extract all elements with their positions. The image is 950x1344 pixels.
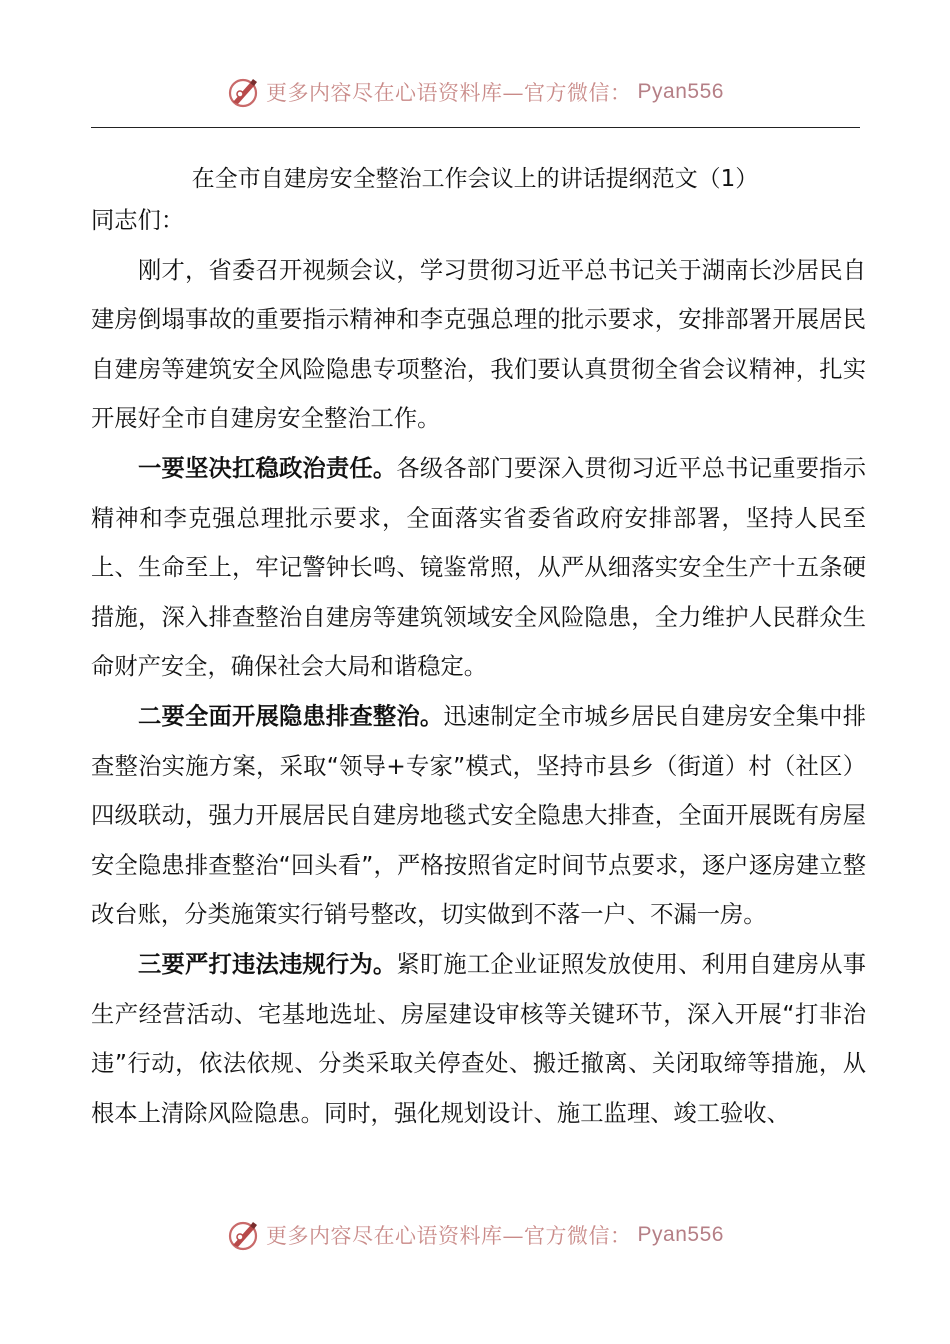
watermark-id: Pyan556: [637, 80, 724, 103]
paragraph-intro: [91, 246, 866, 444]
document-body: [91, 196, 866, 1138]
paragraph-text: 紧盯施工企业证照发放使用、利用自建房从事生产经营活动、宅基地选址、房屋建设审核等关键环节，深入开展“打非治违”行动，依法依规、分类采取关停查处、搬迁撤离、关闭取缔等措施，从根本上清除风险隐患。同时，强化规划设计、施工监理、竣工验收、: [91, 950, 866, 1127]
header-divider: [91, 127, 860, 128]
watermark: [226, 75, 724, 109]
watermark-text: 更多内容尽在心语资料库—官方微信：: [266, 81, 632, 105]
paragraph-lead: 二要全面开展隐患排查整治。: [138, 702, 444, 730]
document-title: 在全市自建房安全整治工作会议上的讲话提纲范文（1）: [191, 166, 759, 192]
footer-watermark: [0, 1215, 950, 1255]
paragraph-text: 刚才，省委召开视频会议，学习贯彻习近平总书记关于湖南长沙居民自建房倒塌事故的重要指示精神和李克强总理的批示要求，安排部署开展居民自建房等建筑安全风险隐患专项整治，我们要认真贯彻全省会议精神，扎实开展好全市自建房安全整治工作。: [91, 256, 866, 433]
paragraph-point-1: [91, 444, 866, 692]
pen-logo-icon: [226, 75, 260, 109]
watermark-id: Pyan556: [637, 1223, 724, 1246]
pen-logo-icon: [226, 1218, 260, 1252]
paragraph-point-3: [91, 940, 866, 1138]
paragraph-lead: 三要严打违法违规行为。: [138, 950, 397, 978]
greeting: 同志们：: [91, 207, 185, 234]
paragraph-text: 各级各部门要深入贯彻习近平总书记重要指示精神和李克强总理批示要求，全面落实省委省政府安排部署，坚持人民至上、生命至上，牢记警钟长鸣、镜鉴常照，从严从细落实安全生产十五条硬措施，深入排查整治自建房等建筑领域安全风险隐患，全力维护人民群众生命财产安全，确保社会大局和谐稳定。: [91, 454, 866, 681]
watermark-text: 更多内容尽在心语资料库—官方微信：: [266, 1224, 632, 1248]
watermark: [226, 1218, 724, 1252]
paragraph-lead: 一要坚决扛稳政治责任。: [138, 454, 397, 482]
header-watermark: [0, 72, 950, 112]
paragraph-text: 迅速制定全市城乡居民自建房安全集中排查整治实施方案，采取“领导+专家”模式，坚持市县乡（街道）村（社区）四级联动，强力开展居民自建房地毯式安全隐患大排查，全面开展既有房屋安全隐患排查整治“回头看”，严格按照省定时间节点要求，逐户逐房建立整改台账，分类施策实行销号整改，切实做到不落一户、不漏一房。: [91, 702, 867, 929]
paragraph-point-2: [91, 692, 866, 940]
